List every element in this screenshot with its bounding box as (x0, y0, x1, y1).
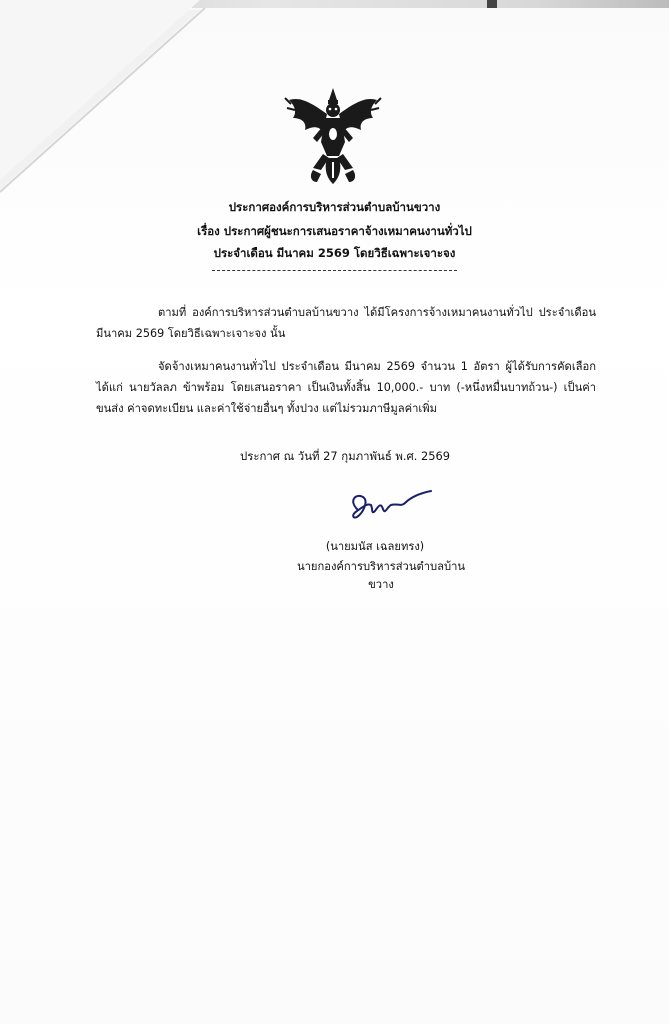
signature (345, 487, 435, 527)
announcement-period: ประจำเดือน มีนาคม 2569 โดยวิธีเฉพาะเจาะจง (213, 246, 456, 260)
announcement-title: ประกาศองค์การบริหารส่วนตำบลบ้านขวาง (228, 200, 441, 214)
signatory-position: นายกองค์การบริหารส่วนตำบลบ้านขวาง (296, 560, 466, 591)
header-divider (212, 270, 457, 271)
scan-edge (0, 0, 669, 8)
scan-artifact (487, 0, 497, 8)
announcement-subject: เรื่อง ประกาศผู้ชนะการเสนอราคาจ้างเหมาคนงานทั่วไป (197, 224, 472, 238)
signatory-name: (นายมนัส เฉลยทรง) (325, 540, 425, 553)
body-paragraph-1: ตามที่ องค์การบริหารส่วนตำบลบ้านขวาง ได้มีโครงการจ้างเหมาคนงานทั่วไป ประจำเดือน มีนาคม 2569 โดยวิธีเฉพาะเจาะจง นั้น (96, 306, 596, 340)
garuda-emblem-icon (283, 86, 383, 186)
announcement-date: ประกาศ ณ วันที่ 27 กุมภาพันธ์ พ.ศ. 2569 (240, 449, 450, 463)
body-paragraph-2: จัดจ้างเหมาคนงานทั่วไป ประจำเดือน มีนาคม 2569 จำนวน 1 อัตรา ผู้ได้รับการคัดเลือก ได้แก่ นายวัลลภ ข้าพร้อม โดยเสนอราคา เป็นเงินทั้งสิ้น 10,000.- บาท (-หนึ่งหมื่นบาทถ้วน-) เป็นค่าขนส่ง ค่าจดทะเบียน และค่าใช้จ่ายอื่นๆ ทั้งปวง แต่ไม่รวมภาษีมูลค่าเพิ่ม (96, 360, 596, 415)
